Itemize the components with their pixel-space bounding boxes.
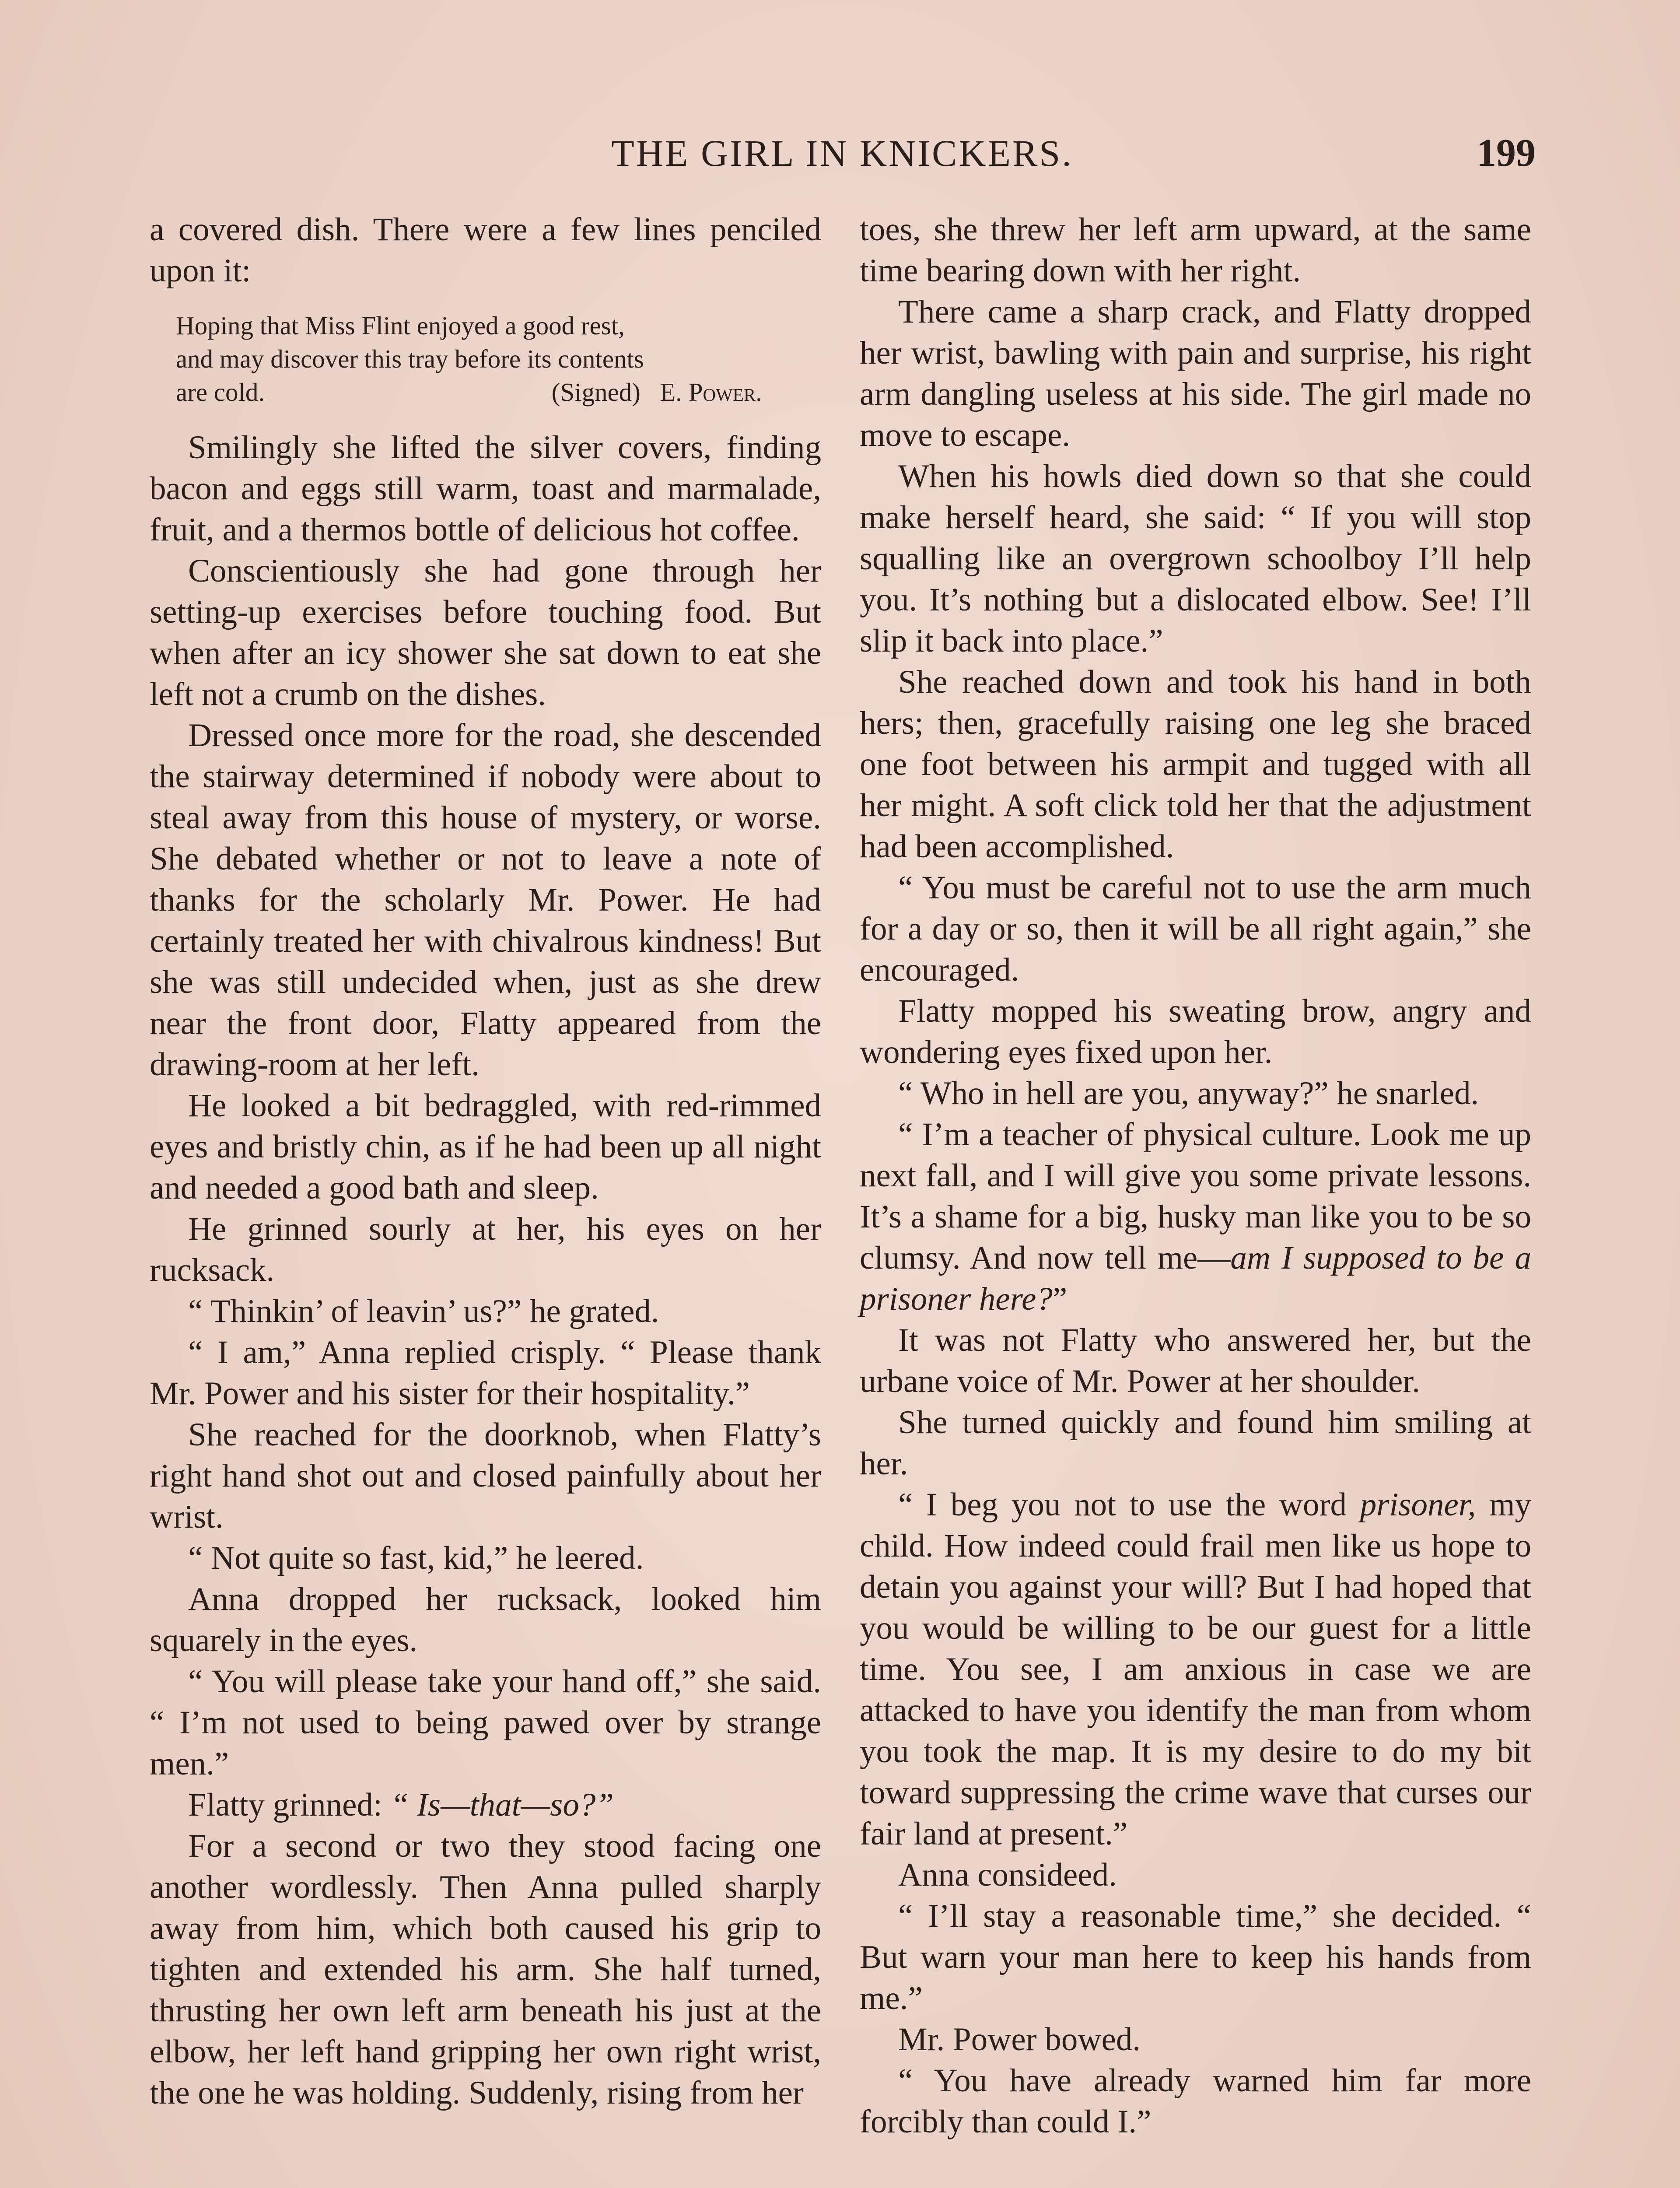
paragraph: Flatty mopped his sweating brow, angry and wondering eyes fixed upon her. [860, 993, 1531, 1070]
paragraph: She reached down and took his hand in both hers; then, gracefully raising one leg she braced one foot between his armpit and tugged with all her might. A soft click told her that the adjustment had been accomplished. [860, 664, 1531, 865]
signer-name: E. Power. [660, 378, 762, 407]
penciled-note [176, 309, 821, 409]
paragraph: When his howls died down so that she could make herself heard, she said: “ If you will stop squalling like an overgrown schoolboy I’ll help you. It’s nothing but a dislocated elbow. See! I’ll slip it back into place.” [860, 458, 1531, 659]
page-number: 199 [1477, 131, 1536, 175]
paragraph: a covered dish. There were a few lines penciled upon it: [150, 211, 821, 289]
paragraph: It was not Flatty who answered her, but the urbane voice of Mr. Power at her shoulder. [860, 1322, 1531, 1399]
paragraph: toes, she threw her left arm upward, at the same time bearing down with her right. [860, 211, 1531, 289]
note-signature-line [176, 375, 821, 409]
paragraph-text: Flatty grinned: [188, 1787, 391, 1823]
right-column [860, 209, 1531, 2142]
paragraph: He grinned sourly at her, his eyes on her rucksack. [150, 1211, 821, 1288]
paragraph-text: “ I’m a teacher of physical culture. Look me up next fall, and I will give you some private lessons. It’s a shame for a big, husky man like you to be so clumsy. And now tell me— [860, 1116, 1531, 1276]
paragraph: He looked a bit bedraggled, with red-rimmed eyes and bristly chin, as if he had been up all night and needed a good bath and sleep. [150, 1087, 821, 1206]
italic-text: am I supposed to be a prisoner here? [860, 1240, 1531, 1317]
paragraph: For a second or two they stood facing one another wordlessly. Then Anna pulled sharply away from him, which both caused his grip to tighten and extended his arm. She half turned, thrusting her own left arm beneath his just at the elbow, her left hand gripping her own right wrist, the one he was holding. Suddenly, rising from her [150, 1828, 821, 2111]
italic-text: “ Is—that—so?” [390, 1787, 614, 1823]
paragraph: “ You have already warned him far more forcibly than could I.” [860, 2062, 1531, 2140]
paragraph-text: “ I beg you not to use the word [898, 1487, 1360, 1523]
paragraph: “ I’ll stay a reasonable time,” she decided. “ But warn your man here to keep his hands from me.” [860, 1898, 1531, 2016]
paragraph: Conscientiously she had gone through her setting-up exercises before touching food. But when after an icy shower she sat down to eat she left not a crumb on the dishes. [150, 553, 821, 712]
note-line: are cold. [176, 378, 265, 407]
paragraph: “ I am,” Anna replied crisply. “ Please thank Mr. Power and his sister for their hospitality.” [150, 1334, 821, 1412]
paragraph: “ Thinkin’ of leavin’ us?” he grated. [188, 1293, 659, 1329]
paragraph [860, 1484, 1531, 1855]
paragraph: Mr. Power bowed. [898, 2021, 1141, 2058]
note-line: and may discover this tray before its contents [176, 344, 644, 373]
italic-text: prisoner, [1360, 1487, 1476, 1523]
page-header [149, 127, 1536, 179]
paragraph: “ Not quite so fast, kid,” he leered. [188, 1540, 644, 1576]
left-column [150, 209, 821, 2114]
paragraph [860, 1114, 1531, 1320]
paragraph-text: my child. How indeed could frail men like us hope to detain you against your will? But I had hoped that you would be willing to be our guest for a little time. You see, I am anxious in case we are attacked to have you identify the man from whom you took the map. It is my desire to do my bit toward suppressing the crime wave that curses our fair land at present.” [860, 1487, 1531, 1852]
paragraph: There came a sharp crack, and Flatty dropped her wrist, bawling with pain and surprise, his right arm dangling useless at his side. The girl made no move to escape. [860, 294, 1531, 453]
paragraph: “ You must be careful not to use the arm much for a day or so, then it will be all right again,” she encouraged. [860, 870, 1531, 988]
paragraph: “ Who in hell are you, anyway?” he snarled. [898, 1075, 1479, 1112]
paragraph [150, 1785, 821, 1826]
paragraph: She reached for the doorknob, when Flatty’s right hand shot out and closed painfully about her wrist. [150, 1417, 821, 1535]
paragraph: “ You will please take your hand off,” she said. “ I’m not used to being pawed over by strange men.” [150, 1663, 821, 1782]
paragraph: Smilingly she lifted the silver covers, finding bacon and eggs still warm, toast and marmalade, fruit, and a thermos bottle of delicious hot coffee. [150, 429, 821, 548]
paragraph: Anna dropped her rucksack, looked him squarely in the eyes. [150, 1581, 821, 1659]
signed-label: (Signed) [551, 378, 640, 407]
paragraph: She turned quickly and found him smiling at her. [860, 1404, 1531, 1482]
paragraph-text: ” [1052, 1281, 1068, 1317]
running-title: THE GIRL IN KNICKERS. [611, 132, 1073, 174]
note-line: Hoping that Miss Flint enjoyed a good rest, [176, 311, 625, 340]
paragraph: Anna consideed. [898, 1857, 1117, 1893]
note-signature [552, 375, 762, 409]
paragraph: Dressed once more for the road, she descended the stairway determined if nobody were about to steal away from this house of mystery, or worse. She debated whether or not to leave a note of thanks for the scholarly Mr. Power. He had certainly treated her with chivalrous kindness! But she was still undecided when, just as she drew near the front door, Flatty appeared from the drawing-room at her left. [150, 717, 821, 1083]
